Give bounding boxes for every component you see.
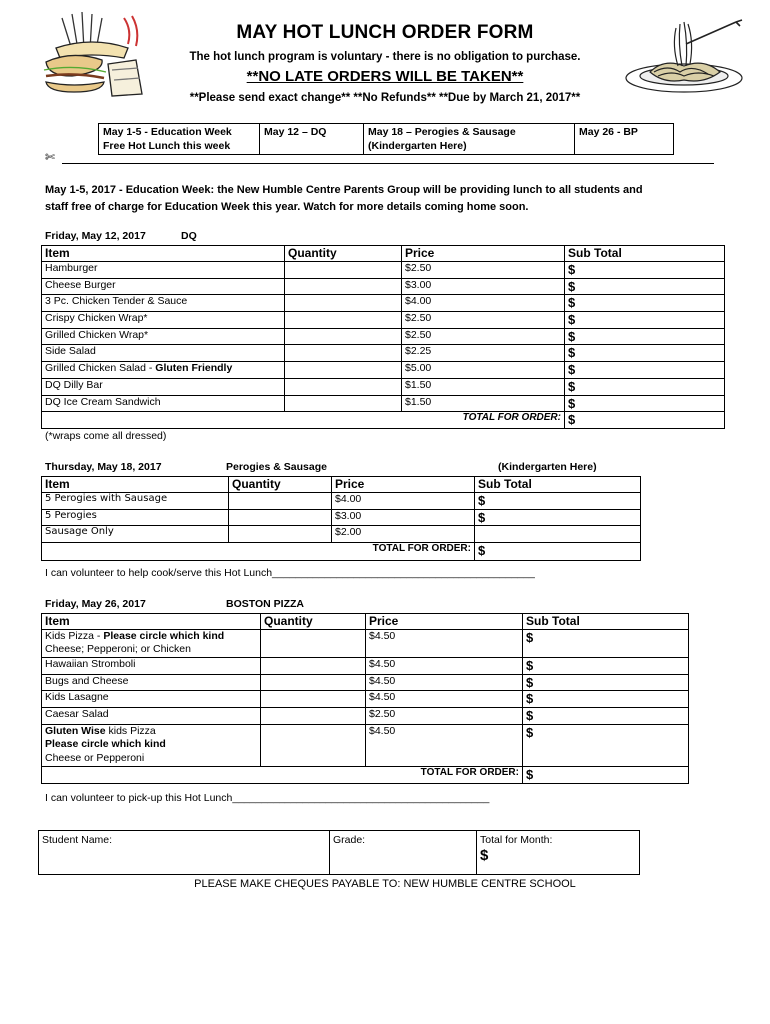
price-cell: $2.25 <box>402 345 565 362</box>
lunch-dates-table <box>98 123 674 155</box>
boston-section-date: Friday, May 26, 2017 <box>45 598 146 610</box>
price-cell: $1.50 <box>402 395 565 412</box>
perogies-total-field[interactable]: $ <box>475 542 641 560</box>
dq-section-date: Friday, May 12, 2017 <box>45 230 146 242</box>
student-name-field[interactable] <box>39 831 330 875</box>
paragraph-line: May 1-5, 2017 - Education Week: the New Humble Centre Parents Group will be providing lunch to all students and <box>45 184 643 196</box>
item-emphasis: Please circle which kind <box>103 630 225 642</box>
item-cell <box>42 362 285 379</box>
boston-total-label: TOTAL FOR ORDER: <box>261 766 523 783</box>
item-name: Grilled Chicken Salad - <box>45 362 156 375</box>
item-cell: Hawaiian Stromboli <box>42 658 261 675</box>
item-cell <box>42 378 285 395</box>
col-header-quantity: Quantity <box>261 614 366 630</box>
table-row <box>42 328 725 345</box>
item-cell <box>42 328 285 345</box>
item-name: DQ Dilly Bar <box>45 378 103 391</box>
student-info-table <box>38 830 640 875</box>
boston-section-vendor: BOSTON PIZZA <box>226 598 304 610</box>
perogies-section-vendor: Perogies & Sausage <box>226 461 327 473</box>
col-header-price: Price <box>332 477 475 493</box>
item-name: DQ Ice Cream Sandwich <box>45 395 161 408</box>
item-cell: 5 Perogies <box>42 509 229 526</box>
price-cell: $2.50 <box>402 262 565 279</box>
date-cell-line: Free Hot Lunch this week <box>103 140 231 152</box>
col-header-item: Item <box>42 477 229 493</box>
price-cell: $2.50 <box>402 312 565 329</box>
table-row <box>42 724 689 766</box>
price-cell: $4.00 <box>402 295 565 312</box>
date-cell-line: May 18 – Perogies & Sausage <box>368 126 516 138</box>
item-cell <box>42 295 285 312</box>
quantity-field[interactable] <box>285 378 402 395</box>
item-cell <box>42 395 285 412</box>
subtotal-field[interactable]: $ <box>523 658 689 675</box>
boston-total-field[interactable]: $ <box>523 766 689 783</box>
month-total-field[interactable] <box>477 831 640 875</box>
table-row <box>42 262 725 279</box>
price-cell: $4.50 <box>366 630 523 658</box>
quantity-field[interactable] <box>229 509 332 526</box>
subtotal-field[interactable]: $ <box>565 312 725 329</box>
item-emphasis: Gluten Wise <box>45 724 106 737</box>
price-cell: $4.00 <box>332 493 475 510</box>
subtotal-field[interactable]: $ <box>565 395 725 412</box>
quantity-field[interactable] <box>285 278 402 295</box>
item-cell <box>42 724 261 766</box>
col-header-subtotal: Sub Total <box>523 614 689 630</box>
cheque-payable-note: PLEASE MAKE CHEQUES PAYABLE TO: NEW HUMBLE CENTRE SCHOOL <box>194 878 576 890</box>
perogies-kindergarten-note: (Kindergarten Here) <box>498 461 597 473</box>
volunteer-cook-line[interactable]: I can volunteer to help cook/serve this Hot Lunch_____________________________________________ <box>45 567 535 579</box>
item-cell <box>42 345 285 362</box>
quantity-field[interactable] <box>285 345 402 362</box>
price-cell: $5.00 <box>402 362 565 379</box>
date-cell-dq <box>260 124 364 155</box>
price-cell: $3.00 <box>332 509 475 526</box>
item-cell <box>42 278 285 295</box>
item-name: Side Salad <box>45 345 96 358</box>
col-header-item: Item <box>42 614 261 630</box>
payment-instructions: **Please send exact change** **No Refunds** **Due by March 21, 2017** <box>189 92 581 104</box>
quantity-field[interactable] <box>285 262 402 279</box>
subtotal-field[interactable]: $ <box>565 278 725 295</box>
col-header-price: Price <box>402 246 565 262</box>
subtotal-field[interactable]: $ <box>565 295 725 312</box>
subtotal-field[interactable]: $ <box>475 493 641 510</box>
item-cell: Bugs and Cheese <box>42 674 261 691</box>
subtotal-field[interactable]: $ <box>523 630 689 658</box>
date-cell-line: May 1-5 - Education Week <box>103 126 232 138</box>
col-header-subtotal: Sub Total <box>475 477 641 493</box>
date-cell-line: May 26 - BP <box>579 126 638 138</box>
subtotal-field[interactable]: $ <box>565 328 725 345</box>
paragraph-line: staff free of charge for Education Week this year. Watch for more details coming home soon. <box>45 200 529 213</box>
item-cell: 5 Perogies with Sausage <box>42 493 229 510</box>
date-cell-perogies <box>364 124 575 155</box>
quantity-field[interactable] <box>285 395 402 412</box>
table-row <box>42 278 725 295</box>
subtotal-field[interactable]: $ <box>523 674 689 691</box>
item-name: 3 Pc. Chicken Tender & Sauce <box>45 295 188 308</box>
perogies-order-table <box>41 476 641 561</box>
item-options: Cheese or Pepperoni <box>45 751 145 764</box>
scissors-icon: ✄ <box>45 150 56 164</box>
subtotal-field[interactable]: $ <box>565 345 725 362</box>
item-options: Cheese; Pepperoni; or Chicken <box>45 643 191 655</box>
grade-field[interactable] <box>330 831 477 875</box>
col-header-subtotal: Sub Total <box>565 246 725 262</box>
price-cell: $1.50 <box>402 378 565 395</box>
table-row <box>42 362 725 379</box>
dq-total-field[interactable]: $ <box>565 412 725 429</box>
date-cell-education-week <box>99 124 260 155</box>
subtotal-field[interactable]: $ <box>475 509 641 526</box>
item-cell: Sausage Only <box>42 526 229 543</box>
voluntary-notice: The hot lunch program is voluntary - there is no obligation to purchase. <box>189 51 581 63</box>
table-row <box>42 312 725 329</box>
item-cell: Caesar Salad <box>42 708 261 725</box>
quantity-field[interactable] <box>285 362 402 379</box>
price-cell: $4.50 <box>366 674 523 691</box>
table-row <box>42 658 689 675</box>
date-cell-line: May 12 – DQ <box>264 126 327 138</box>
dq-order-table <box>41 245 725 429</box>
price-cell: $2.50 <box>402 328 565 345</box>
quantity-field[interactable] <box>285 312 402 329</box>
quantity-field[interactable] <box>261 674 366 691</box>
price-cell: $4.50 <box>366 691 523 708</box>
table-row <box>42 708 689 725</box>
col-header-quantity: Quantity <box>229 477 332 493</box>
item-emphasis: Gluten Friendly <box>155 362 233 375</box>
price-cell: $2.00 <box>332 526 475 543</box>
perogies-total-label: TOTAL FOR ORDER: <box>229 542 475 560</box>
col-header-price: Price <box>366 614 523 630</box>
item-cell <box>42 312 285 329</box>
item-emphasis: Please circle which kind <box>45 738 166 751</box>
table-row <box>42 378 725 395</box>
subtotal-field[interactable] <box>475 526 641 543</box>
dq-section-vendor: DQ <box>181 230 197 242</box>
item-cell <box>42 630 261 658</box>
page-title: MAY HOT LUNCH ORDER FORM <box>236 22 534 43</box>
quantity-field[interactable] <box>229 526 332 543</box>
item-name: Kids Pizza - <box>45 630 104 642</box>
item-name: Cheese Burger <box>45 278 116 291</box>
subtotal-field[interactable]: $ <box>565 262 725 279</box>
quantity-field[interactable] <box>261 691 366 708</box>
student-name-label: Student Name: <box>42 834 113 846</box>
price-cell: $2.50 <box>366 708 523 725</box>
table-row <box>42 526 641 543</box>
quantity-field[interactable] <box>261 724 366 766</box>
item-name: Grilled Chicken Wrap* <box>45 328 149 341</box>
price-cell: $3.00 <box>402 278 565 295</box>
quantity-field[interactable] <box>229 493 332 510</box>
no-late-orders-notice: **NO LATE ORDERS WILL BE TAKEN** <box>246 68 524 85</box>
table-row <box>42 509 641 526</box>
item-name: Hamburger <box>45 262 98 274</box>
table-row <box>42 630 689 658</box>
item-name: Crispy Chicken Wrap* <box>45 312 148 325</box>
grade-label: Grade: <box>333 834 366 846</box>
table-row <box>42 674 689 691</box>
date-cell-boston-pizza <box>575 124 674 155</box>
quantity-field[interactable] <box>261 658 366 675</box>
month-total-symbol: $ <box>480 847 489 864</box>
col-header-quantity: Quantity <box>285 246 402 262</box>
perogies-section-date: Thursday, May 18, 2017 <box>45 461 162 473</box>
table-row <box>42 345 725 362</box>
price-cell: $4.50 <box>366 658 523 675</box>
volunteer-pickup-line[interactable]: I can volunteer to pick-up this Hot Lunch____________________________________________ <box>45 792 490 804</box>
cut-line <box>62 163 714 164</box>
subtotal-field[interactable]: $ <box>523 691 689 708</box>
wraps-note: (*wraps come all dressed) <box>45 430 167 442</box>
table-row <box>42 691 689 708</box>
subtotal-field[interactable]: $ <box>523 708 689 725</box>
month-total-label: Total for Month: <box>480 834 553 846</box>
boston-order-table <box>41 613 689 784</box>
table-row <box>42 395 725 412</box>
quantity-field[interactable] <box>285 295 402 312</box>
item-cell <box>42 262 285 279</box>
education-week-paragraph <box>45 182 715 215</box>
dq-total-label: TOTAL FOR ORDER: <box>285 412 565 429</box>
table-row <box>42 493 641 510</box>
col-header-item: Item <box>42 246 285 262</box>
table-row <box>42 295 725 312</box>
subtotal-field[interactable]: $ <box>565 378 725 395</box>
item-name: kids Pizza <box>105 724 156 737</box>
price-cell: $4.50 <box>366 724 523 766</box>
subtotal-field[interactable]: $ <box>523 724 689 766</box>
quantity-field[interactable] <box>261 708 366 725</box>
date-cell-line: (Kindergarten Here) <box>368 140 467 152</box>
item-cell: Kids Lasagne <box>42 691 261 708</box>
quantity-field[interactable] <box>285 328 402 345</box>
subtotal-field[interactable]: $ <box>565 362 725 379</box>
quantity-field[interactable] <box>261 630 366 658</box>
